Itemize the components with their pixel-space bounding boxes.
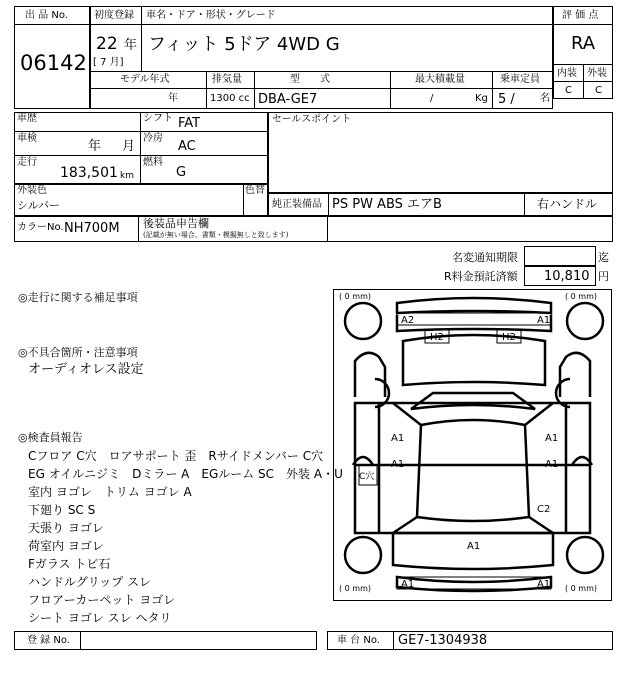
first-reg-year: 22: [96, 34, 118, 54]
displacement-value: 1300 cc: [210, 93, 250, 104]
color-change-label: 色替: [245, 185, 265, 196]
inspector-report-line: 荷室内 ヨゴレ: [28, 539, 104, 553]
mileage-label: 走行: [17, 157, 37, 168]
steering-value: 右ハンドル: [537, 197, 598, 211]
mark-a2: A2: [401, 315, 415, 326]
details-box: [14, 112, 268, 184]
exterior-label: 外装: [587, 68, 607, 79]
first-reg-label: 初度登録: [94, 10, 134, 21]
rating-value: RA: [571, 33, 596, 54]
inspector-report-line: 下廻り SC S: [28, 503, 96, 517]
equipment-label: 純正装備品: [272, 199, 322, 210]
mark-a1-rr-door: A1: [545, 459, 559, 470]
windshield: [411, 393, 535, 409]
fender-right: [560, 353, 590, 397]
aftermarket-label: 後装品申告欄: [143, 217, 209, 230]
displacement-label: 排気量: [212, 74, 242, 85]
max-load-label: 最大積載量: [415, 74, 465, 85]
fuel-label: 燃料: [143, 157, 163, 168]
front-end: [397, 315, 551, 331]
recycle-amount: 10,810: [544, 269, 590, 284]
fender-left: [355, 353, 385, 397]
type-label: 型 式: [290, 74, 330, 85]
wheel-front-right: [567, 303, 603, 339]
lot-label: 出 品 No.: [25, 10, 68, 21]
color-no-value: NH700M: [64, 221, 120, 236]
shift-label: シフト: [143, 113, 173, 124]
inspector-report-line: フロアーカーペット ヨゴレ: [28, 593, 176, 607]
color-no-label: カラーNo.: [17, 222, 64, 233]
car-name: フィット 5ドア 4WD G: [148, 34, 340, 55]
inspector-report-line: 天張り ヨゴレ: [28, 521, 104, 535]
shift-value: FAT: [178, 116, 201, 131]
defects-label: ◎不具合箇所・注意事項: [18, 346, 138, 359]
tire-label-rl: ( 0 mm): [339, 584, 372, 593]
max-load-unit: Kg: [475, 93, 488, 104]
recycle-unit: 円: [598, 270, 609, 283]
inspection-year: 年: [88, 139, 102, 154]
interior-label: 内装: [557, 68, 577, 79]
hood: [403, 335, 545, 385]
interior-grade: C: [565, 85, 572, 96]
inspector-report-line: Cフロア C穴 ロアサポート 歪 Rサイドメンバー C穴: [28, 449, 324, 463]
wheel-front-left: [345, 303, 381, 339]
name-change-value-box: [524, 246, 596, 266]
inspector-label: ◎検査員報告: [18, 431, 83, 444]
tire-label-fr: ( 0 mm): [565, 292, 598, 301]
mark-a1-rear-l: A1: [401, 579, 415, 590]
mark-a1-trunk: A1: [467, 541, 481, 552]
type-value: DBA-GE7: [258, 92, 318, 107]
chassis-no: GE7-1304938: [398, 633, 488, 648]
inspection-label: 車検: [17, 133, 37, 144]
model-year-label: モデル年式: [120, 74, 170, 85]
mark-a1-rear-r: A1: [537, 579, 551, 590]
inspector-report-line: Fガラス トビ石: [28, 557, 111, 571]
lot-number: 06142: [20, 51, 87, 75]
ac-label: 冷房: [143, 133, 163, 144]
mark-a1-fr-door: A1: [545, 433, 559, 444]
name-change-label: 名変通知期限: [452, 251, 518, 264]
mark-box-a2: [397, 313, 551, 325]
chassis-label: 車 台 No.: [337, 635, 380, 646]
ac-value: AC: [178, 139, 196, 154]
inspector-report-line: 室内 ヨゴレ トリム ヨゴレ A: [28, 485, 192, 499]
wheel-rear-right: [567, 537, 603, 573]
rating-label: 評 価 点: [562, 10, 599, 21]
driving-notes-label: ◎走行に関する補足事項: [18, 291, 138, 304]
name-change-unit: 迄: [598, 251, 609, 264]
model-year-unit: 年: [168, 93, 178, 104]
mark-a1-front: A1: [537, 315, 551, 326]
inspector-report-line: シート ヨゴレ スレ ヘタリ: [28, 611, 172, 625]
recycle-label: R料金預託済額: [444, 270, 518, 283]
exterior-grade: C: [595, 85, 602, 96]
front-bumper: [397, 298, 551, 313]
roof: [417, 420, 529, 521]
inspector-report-list: [28, 447, 343, 627]
mark-c-hole: C穴: [359, 472, 375, 482]
fuel-value: G: [176, 165, 187, 180]
mark-h2-left: H2: [430, 332, 444, 343]
sales-point-label: セールスポイント: [272, 114, 352, 125]
tire-label-rr: ( 0 mm): [565, 584, 598, 593]
capacity-label: 乗車定員: [500, 74, 540, 85]
mileage-unit: km: [120, 171, 134, 181]
defects-text: オーディオレス設定: [28, 362, 144, 377]
mark-h2-right: H2: [502, 332, 516, 343]
inspector-report-line: ハンドルグリップ スレ: [28, 575, 152, 589]
inspection-month: 月: [122, 139, 136, 154]
aftermarket-note: (記載が無い場合、書類・模擬無しと致します): [143, 231, 289, 239]
capacity-unit: 名: [540, 93, 550, 104]
mark-a1-rl-door: A1: [391, 459, 405, 470]
ext-color-label: 外装色: [17, 185, 47, 196]
ext-color-value: シルバー: [17, 199, 60, 212]
inspector-report-line: EG オイルニジミ Dミラー A EGルーム SC 外装 A・U: [28, 467, 343, 481]
wheel-rear-left: [345, 537, 381, 573]
history-label: 車歴: [17, 113, 37, 124]
first-reg-month: [ 7 月]: [93, 57, 124, 68]
equipment-value: PS PW ABS エアB: [332, 197, 442, 212]
tire-label-fl: ( 0 mm): [339, 292, 372, 301]
car-name-label: 車名・ドア・形状・グレード: [146, 10, 276, 21]
max-load-value: /: [430, 93, 434, 104]
mark-a1-fl-door: A1: [391, 433, 405, 444]
mark-c2: C2: [537, 504, 551, 515]
mileage-value: 183,501: [60, 165, 118, 181]
car-diagram: [333, 289, 612, 601]
reg-no-label: 登 録 No.: [27, 635, 70, 646]
year-char: 年: [124, 38, 138, 53]
capacity-value: 5 /: [498, 92, 515, 107]
